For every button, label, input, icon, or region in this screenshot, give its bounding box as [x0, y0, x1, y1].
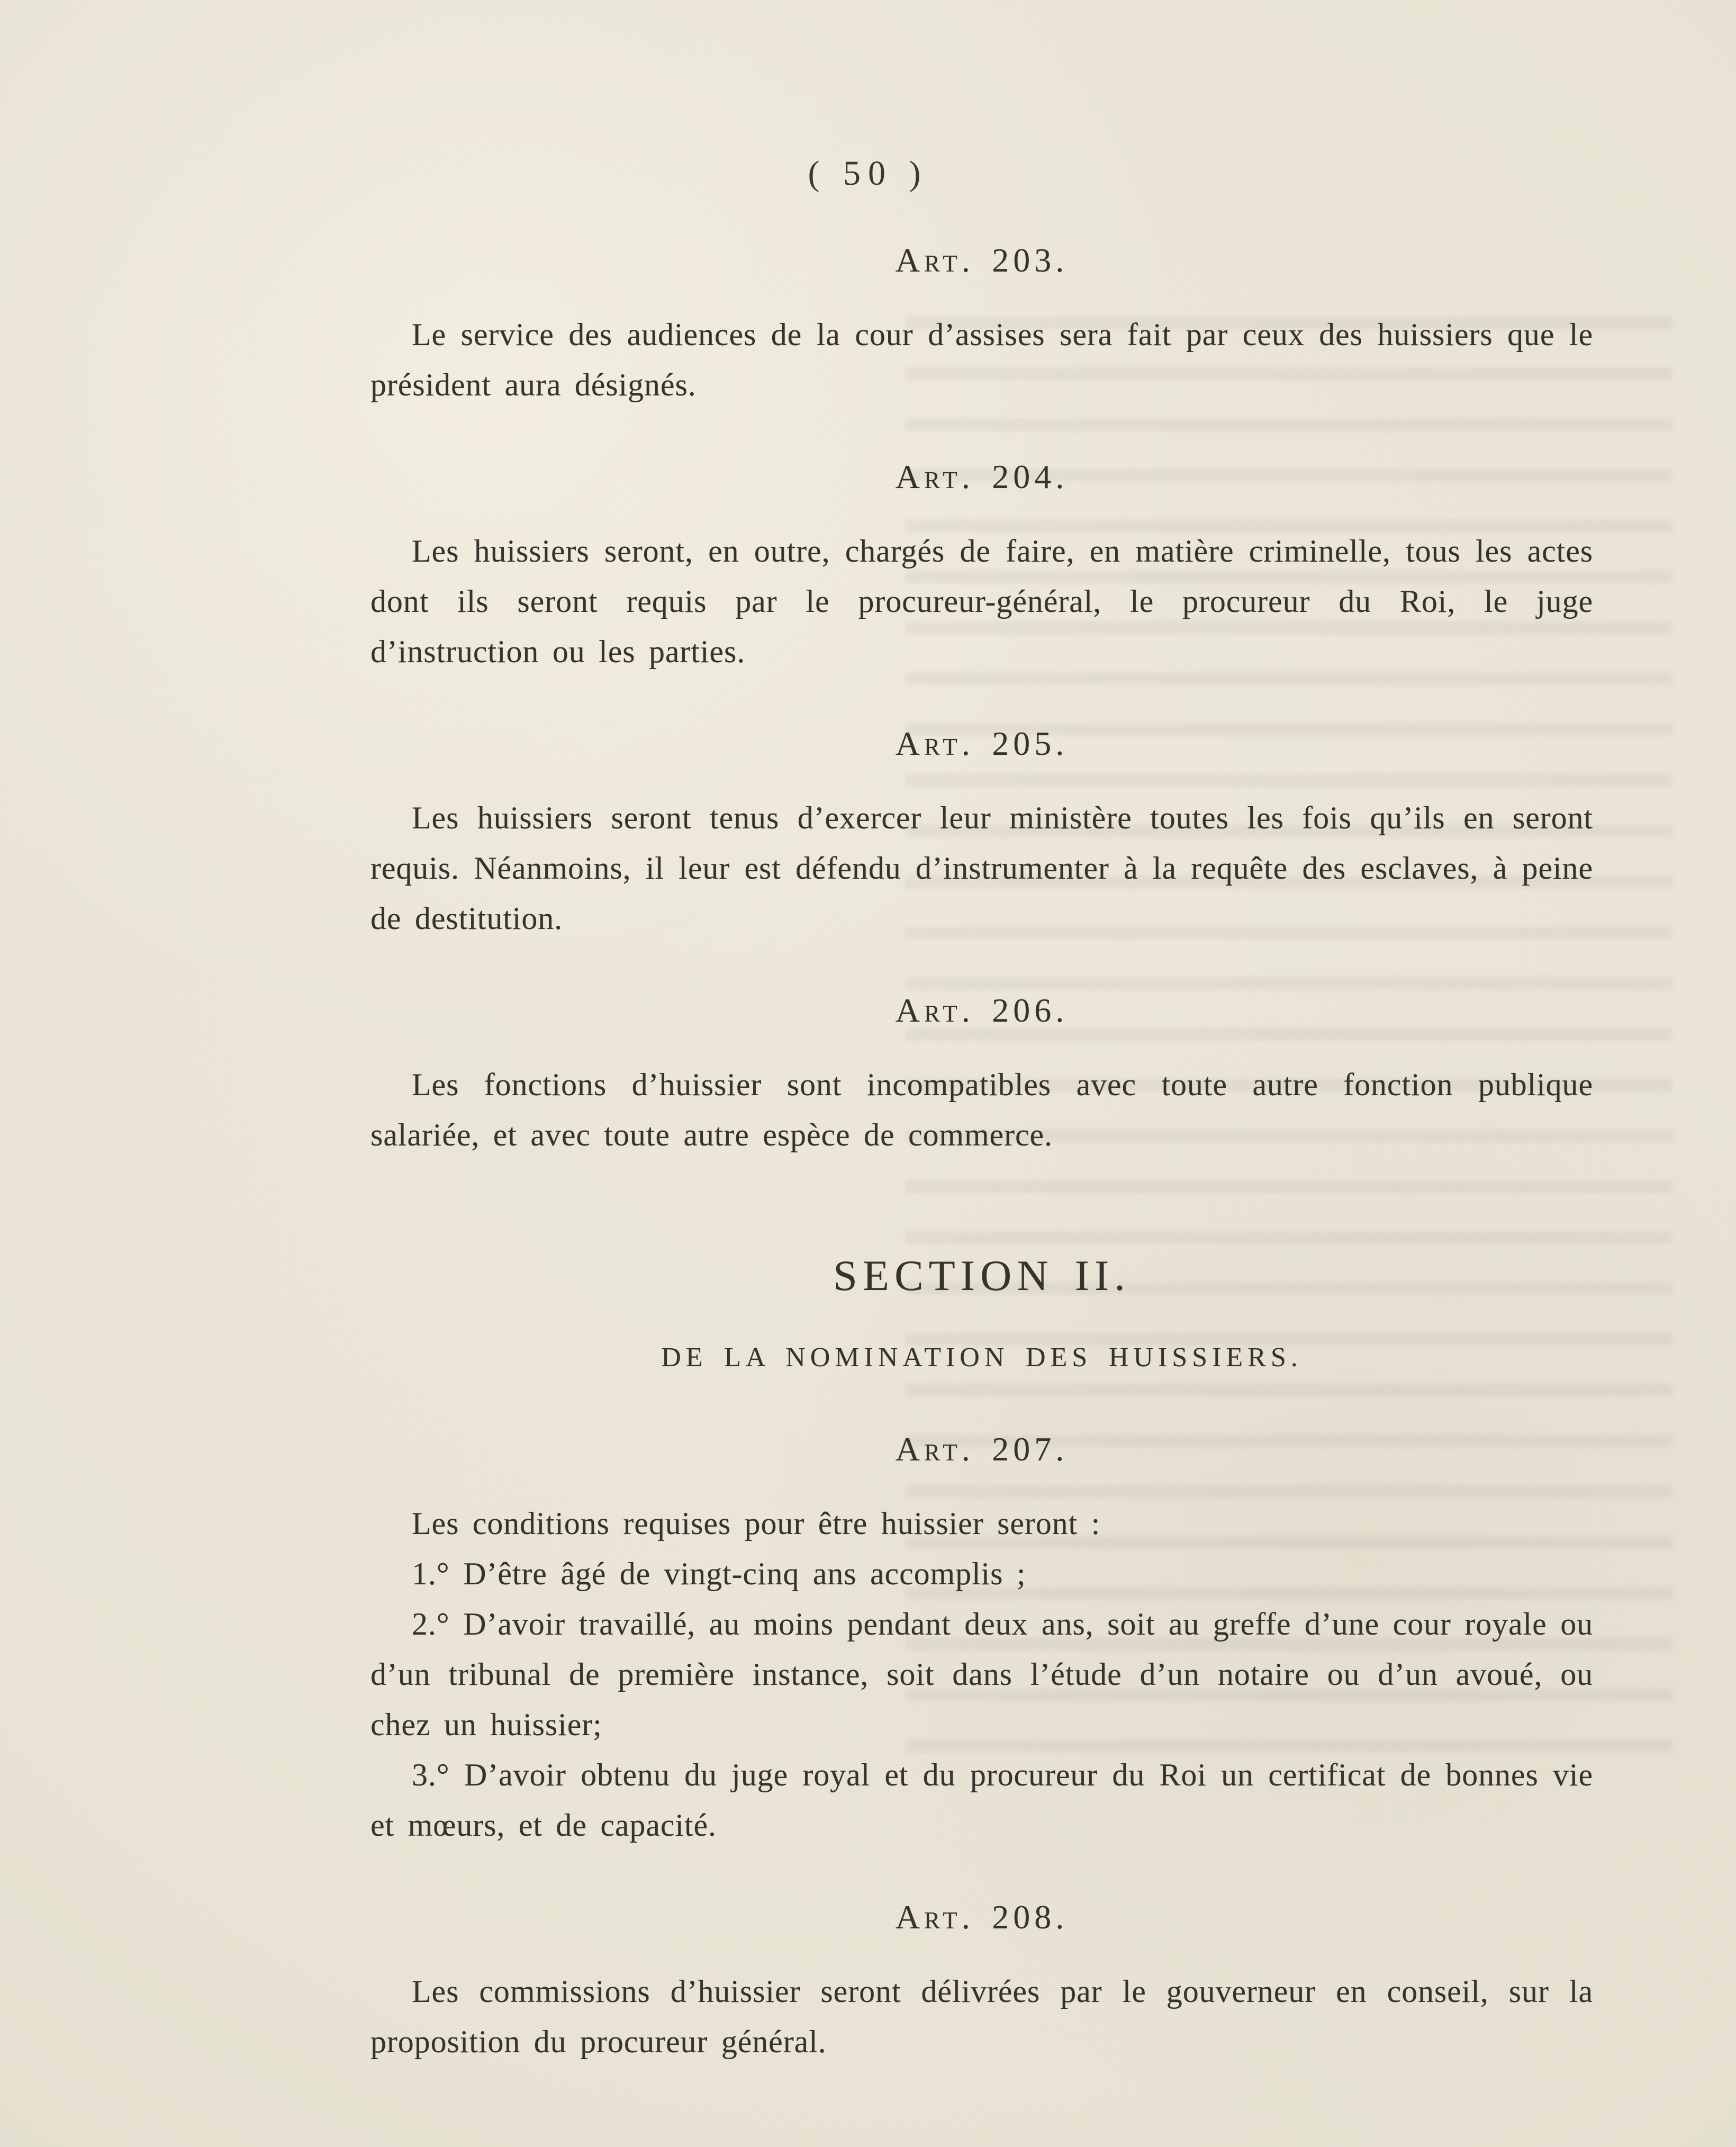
- article-203-text: Le service des audiences de la cour d’assises sera fait par ceux des huissiers que le président aura désignés.: [370, 317, 1593, 402]
- article-208-text: Les commissions d’huissier seront délivrées par le gouverneur en conseil, sur la proposition du procureur général.: [370, 1974, 1593, 2059]
- article-206-text: Les fonctions d’huissier sont incompatibles avec toute autre fonction publique salariée, et avec toute autre espèce de commerce.: [370, 1067, 1593, 1152]
- article-205-text: Les huissiers seront tenus d’exercer leur ministère toutes les fois qu’ils en seront requis. Néanmoins, il leur est défendu d’instrumenter à la requête des esclaves, à peine de destitution.: [370, 800, 1593, 936]
- article-207-intro-text: Les conditions requises pour être huissier seront :: [412, 1506, 1101, 1541]
- article-205-heading: Art. 205.: [895, 725, 1069, 762]
- text-block: [370, 235, 1593, 2067]
- article-204-heading: Art. 204.: [895, 458, 1069, 495]
- section-2-subheading: DE LA NOMINATION DES HUISSIERS.: [661, 1342, 1303, 1373]
- article-206-heading: Art. 206.: [895, 991, 1069, 1029]
- article-207-condition-3: 3.° D’avoir obtenu du juge royal et du procureur du Roi un certificat de bonnes vie et mœurs, et de capacité.: [370, 1757, 1593, 1843]
- article-208-heading: Art. 208.: [895, 1898, 1069, 1936]
- article-207-condition-1: 1.° D’être âgé de vingt-cinq ans accomplis ;: [412, 1556, 1026, 1591]
- section-2-heading: SECTION II.: [833, 1251, 1131, 1300]
- article-204-text: Les huissiers seront, en outre, chargés de faire, en matière criminelle, tous les actes dont ils seront requis par le procureur-général, le procureur du Roi, le juge d’instruction ou les parties.: [370, 534, 1593, 669]
- article-207-condition-2: 2.° D’avoir travaillé, au moins pendant deux ans, soit au greffe d’une cour royale ou d’un tribunal de première instance, soit dans l’étude d’un notaire ou d’un avoué, ou chez un huissier;: [370, 1607, 1593, 1742]
- article-207-heading: Art. 207.: [895, 1430, 1069, 1468]
- article-203-heading: Art. 203.: [895, 241, 1069, 279]
- page-number: ( 50 ): [808, 154, 928, 193]
